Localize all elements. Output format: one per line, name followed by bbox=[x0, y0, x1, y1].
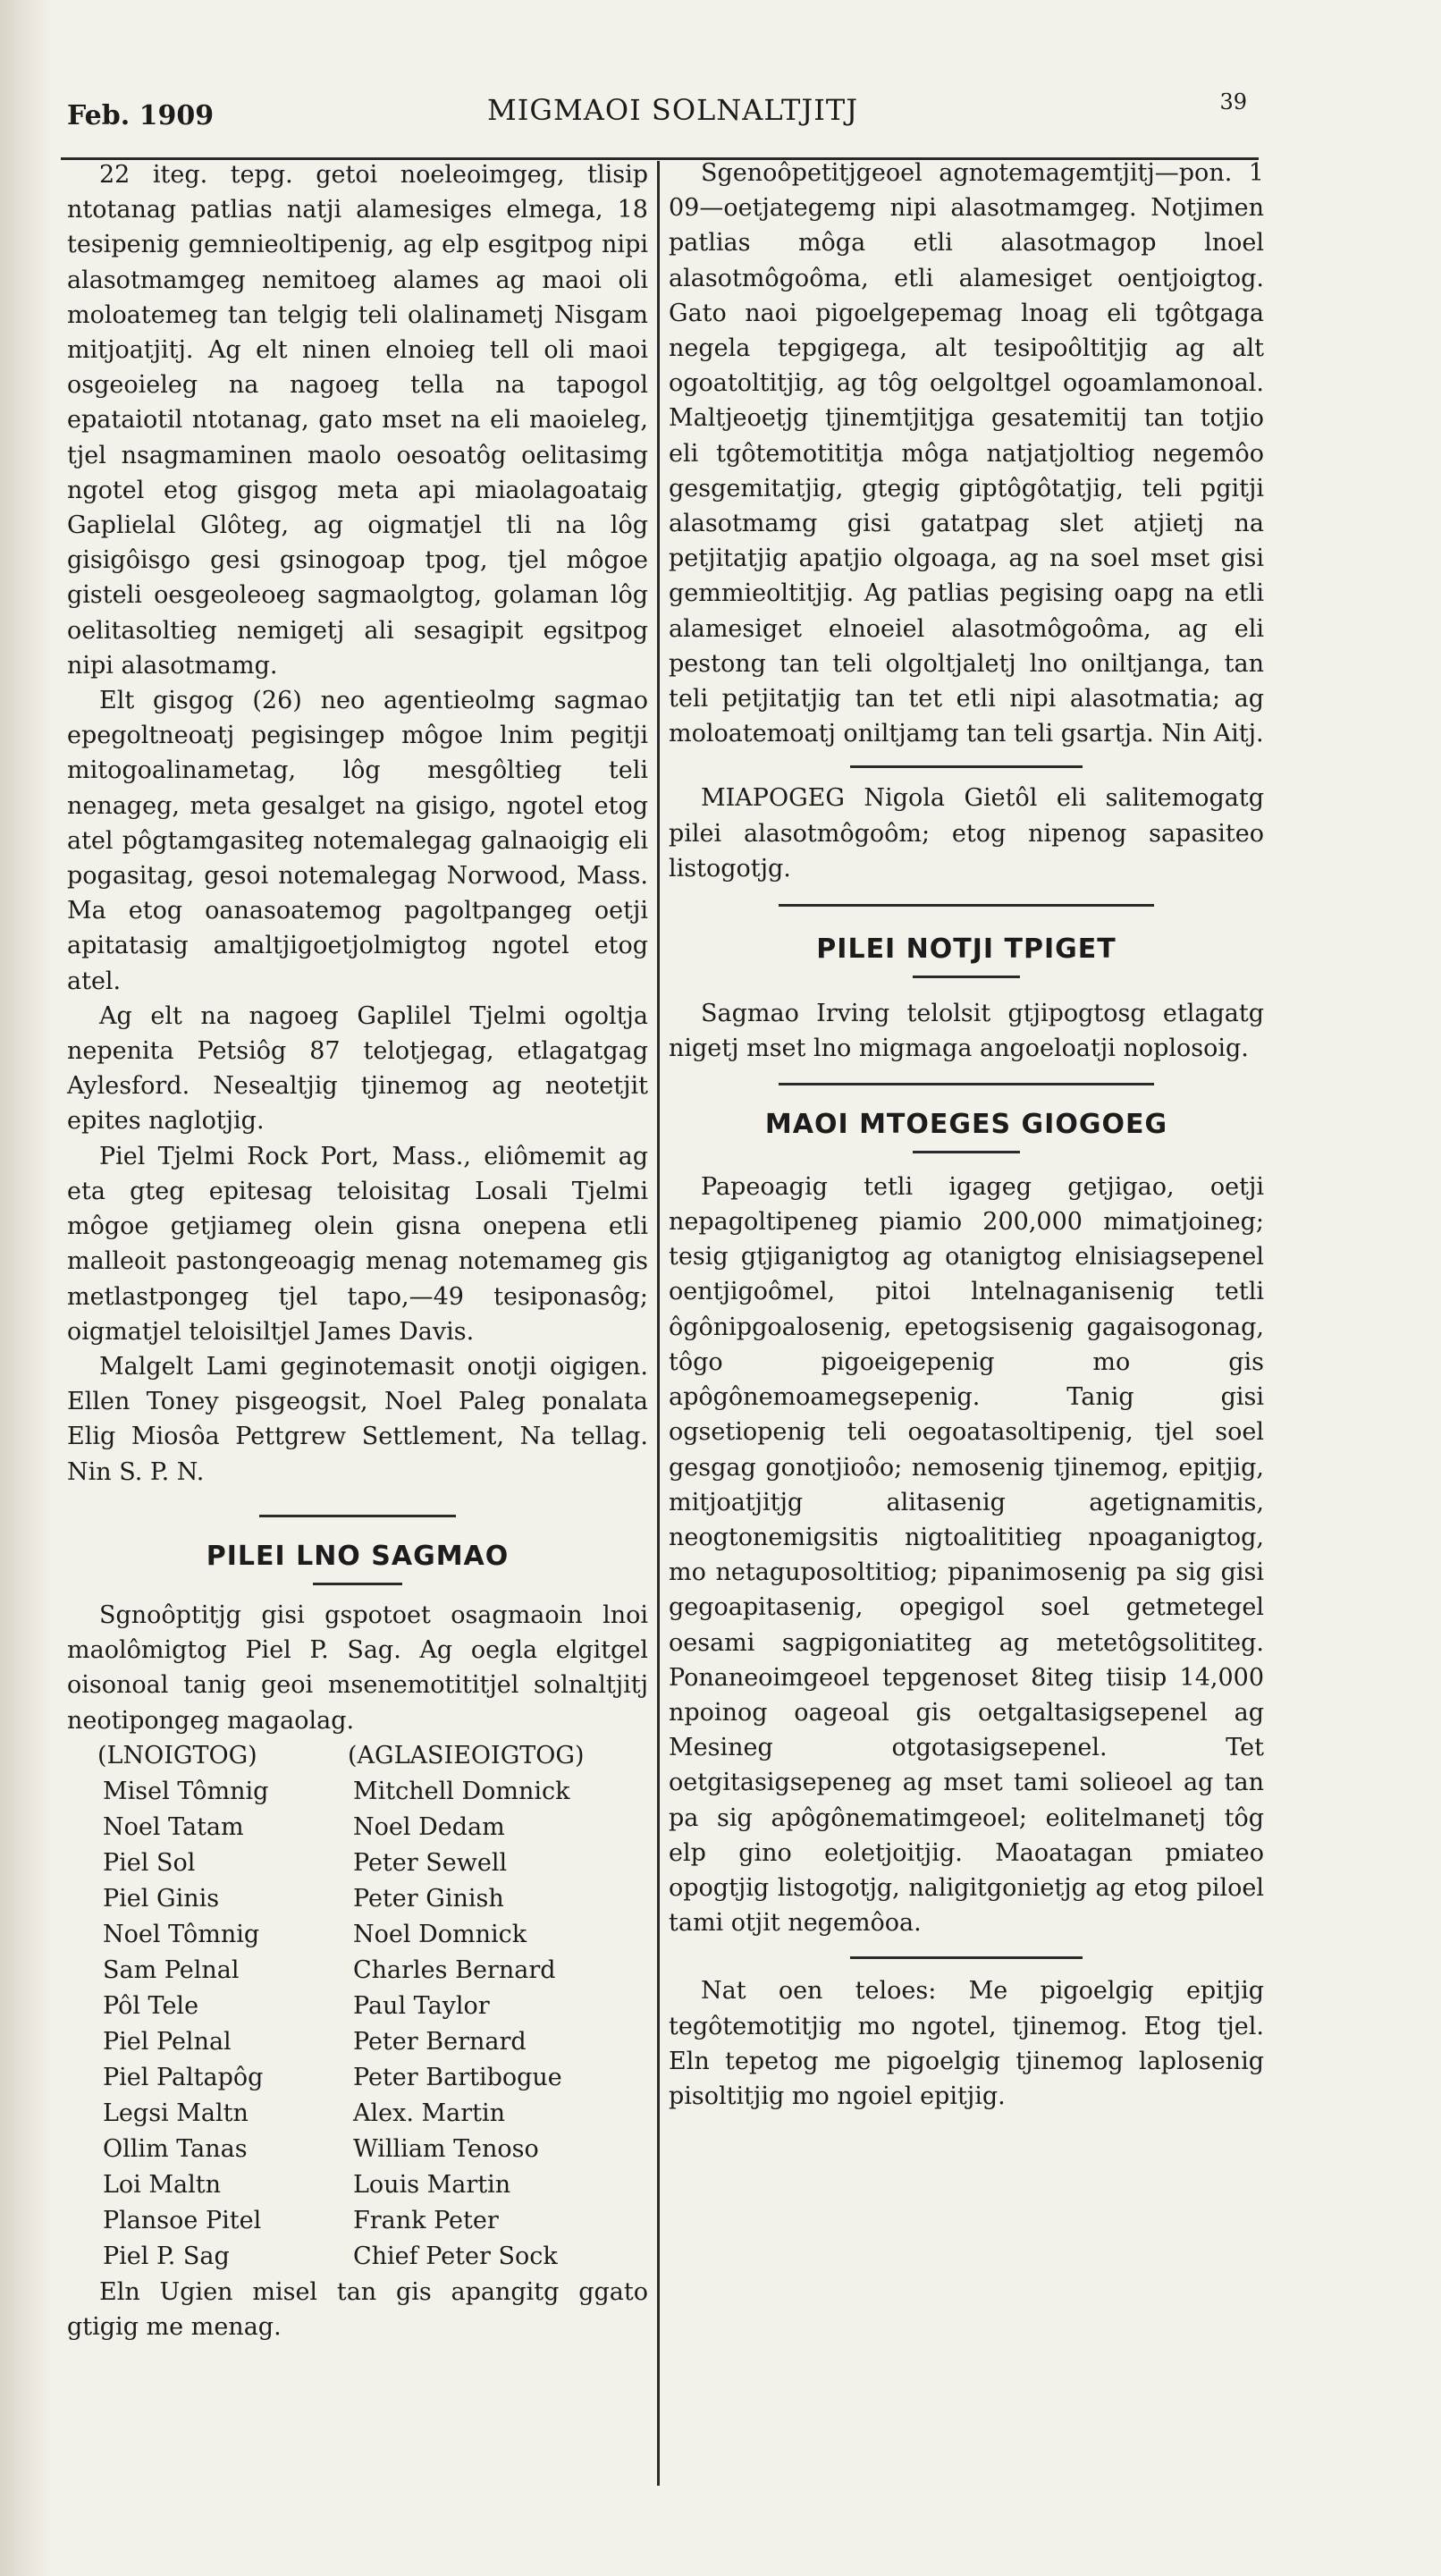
issue-date: Feb. 1909 bbox=[67, 100, 215, 131]
english-name: Peter Bernard bbox=[353, 2027, 527, 2056]
table-row bbox=[67, 1917, 648, 1953]
migmaq-name: Noel Tômnig bbox=[103, 1920, 260, 1948]
english-name: Paul Taylor bbox=[353, 1991, 490, 2020]
migmaq-name: Legsi Maltn bbox=[103, 2099, 249, 2127]
section-rule bbox=[313, 1583, 402, 1585]
section-rule bbox=[850, 1956, 1083, 1959]
article-paragraph: Nat oen teloes: Me pigoelgig epitjig tegôtemotitjig mo ngotel, tjinemog. Etog tjel. Eln tepetog me pigoelgig tjinemog laplosenig pisoltitjig mo ngoiel epitjig. bbox=[669, 1977, 1264, 2110]
table-row bbox=[67, 1881, 648, 1917]
section-rule bbox=[850, 765, 1083, 768]
names-table-header bbox=[67, 1738, 648, 1774]
article-paragraph: Papeoagig tetli igageg getjigao, oetji nepagoltipeneg piamio 200,000 mimatjoineg; tesig gtjiganigtog ag otanigtog elnisiagsepenel oentjigoômel, pitoi lntelnaganisenig tetli ôgônipgoalosenig, epetogsisenig gagaisogonag, tôgo pigoeigepenig mo gis apôgônemoamegsepenig. Tanig gisi ogsetiopenig teli oegoatasoltipenig, tjel soel gesgag gonotjioôo; nemosenig tjinemog, epitjig, mitjoatjitjg alitasenig agetignamitis, neogtonemigsitis nigtoalititieg npoaganigtog, mo netaguposoltitiog; pipanimosenig pa sig gisi gegoapitasenig, opegigol soel getmetegel oesami sagpigoniatiteg ag metetôgsolititeg. Ponaneoimgeoel tepgenoset 8iteg tiisip 14,000 npoinog oageoal gis oetgaltasigsepenel ag Mesineg otgotasigsepenel. Tet oetgitasigsepeneg ag mset tami solieoel ag tan pa sig apôgônematimgeoel; eolitelmanetj tôg elp gino eoletjoitjig. Maoatagan pmiateo opogtjig listogotjg, naligitgonietjg ag etog piloel tami otjit negemôoa. bbox=[669, 1172, 1264, 1938]
article-paragraph: Sgnoôptitjg gisi gspotoet osagmaoin lnoi maolômigtog Piel P. Sag. Ag oegla elgitgel oisonoal tanig geoi msenemotititjel solnaltjitj neotipongeg magaolag. bbox=[67, 1600, 648, 1735]
migmaq-name: Loi Maltn bbox=[103, 2170, 222, 2199]
table-row bbox=[67, 2203, 648, 2239]
table-row bbox=[67, 2239, 648, 2275]
page-header bbox=[67, 89, 1247, 143]
table-row bbox=[67, 1953, 648, 1989]
names-table bbox=[67, 1738, 648, 2275]
page-number: 39 bbox=[1219, 89, 1247, 114]
binding-shadow bbox=[0, 0, 54, 2576]
migmaq-name: Plansoe Pitel bbox=[103, 2206, 262, 2234]
article-paragraph: Ag elt na nagoeg Gaplilel Tjelmi ogoltja nepenita Petsiôg 87 telotjegag, etlagatgag Aylesford. Nesealtjig tjinemog ag neotetjit epites naglotjig. bbox=[67, 1001, 648, 1136]
header-migmaq-names: (LNOIGTOG) bbox=[97, 1741, 257, 1769]
migmaq-name: Misel Tômnig bbox=[103, 1777, 269, 1805]
header-english-names: (AGLASIEOIGTOG) bbox=[348, 1741, 585, 1769]
migmaq-name: Piel P. Sag bbox=[103, 2242, 230, 2270]
english-name: Louis Martin bbox=[353, 2170, 511, 2199]
migmaq-name: Ollim Tanas bbox=[103, 2134, 248, 2163]
section-heading: PILEI LNO SAGMAO bbox=[206, 1540, 510, 1572]
english-name: Peter Ginish bbox=[353, 1884, 504, 1913]
migmaq-name: Noel Tatam bbox=[103, 1812, 244, 1841]
section-rule bbox=[779, 904, 1154, 907]
left-column bbox=[67, 157, 648, 2344]
table-row bbox=[67, 1810, 648, 1845]
right-column bbox=[669, 156, 1264, 2114]
article-paragraph: 22 iteg. tepg. getoi noeleoimgeg, tlisip ntotanag patlias natji alamesiges elmega, 18 tesipenig gemnieoltipenig, ag elp esgitpog nipi alasotmamgeg nemitoeg alames ag maoi oli moloatemeg tan telgig teli olalinametj Nisgam mitjoatjitj. Ag elt ninen elnoieg tell oli maoi osgeoieleg na nagoeg tella na tapogol epataiotil ntotanag, gato mset na eli maoieleg, tjel nsagmaminen maolo oesoatôg oelitasimg ngotel etog gisgog meta api miaolagoataig Gaplielal Glôteg, ag oigmatjel tli na lôg gisigôisgo gesi gsinogoap tpog, tjel môgoe gisteli oesgeoleoeg sagmaolgtog, golaman lôg oelitasoltieg nemigetj ali sesagipit egsitpog nipi alasotmamg. bbox=[67, 161, 648, 680]
table-row bbox=[67, 2024, 648, 2060]
section-rule bbox=[259, 1515, 456, 1517]
newspaper-title: MIGMAOI SOLNALTJITJ bbox=[487, 93, 859, 127]
english-name: Noel Dedam bbox=[353, 1812, 505, 1841]
column-divider bbox=[657, 161, 660, 2486]
migmaq-name: Piel Ginis bbox=[103, 1884, 220, 1913]
migmaq-name: Sam Pelnal bbox=[103, 1955, 240, 1984]
table-row bbox=[67, 2167, 648, 2203]
table-row bbox=[67, 2132, 648, 2167]
table-row bbox=[67, 2096, 648, 2132]
table-row bbox=[67, 2060, 648, 2096]
section-heading: PILEI NOTJI TPIGET bbox=[816, 933, 1117, 966]
article-paragraph: Sagmao Irving telolsit gtjipogtosg etlagatg nigetj mset lno migmaga angoeloatji noplosoig. bbox=[669, 1000, 1264, 1063]
english-name: Peter Sewell bbox=[353, 1848, 508, 1877]
english-name: Frank Peter bbox=[353, 2206, 499, 2234]
english-name: Mitchell Domnick bbox=[353, 1777, 570, 1805]
english-name: Alex. Martin bbox=[353, 2099, 506, 2127]
section-rule bbox=[913, 1151, 1020, 1153]
table-row bbox=[67, 1989, 648, 2024]
notice-paragraph: MIAPOGEG Nigola Gietôl eli salitemogatg pilei alasotmôgoôm; etog nipenog sapasiteo listogotjg. bbox=[669, 784, 1264, 883]
english-name: Charles Bernard bbox=[353, 1955, 556, 1984]
section-rule bbox=[913, 976, 1020, 978]
migmaq-name: Pôl Tele bbox=[103, 1991, 199, 2020]
english-name: Chief Peter Sock bbox=[353, 2242, 558, 2270]
closing-line: Eln Ugien misel tan gis apangitg ggato gtigig me menag. bbox=[67, 2277, 648, 2341]
migmaq-name: Piel Paltapôg bbox=[103, 2063, 264, 2091]
section-heading: MAOI MTOEGES GIOGOEG bbox=[764, 1108, 1168, 1140]
article-paragraph: Elt gisgog (26) neo agentieolmg sagmao epegoltneoatj pegisingep môgoe lnim pegitji mitogoalinametag, lôg mesgôltieg teli nenageg, meta gesalget na gisigo, ngotel etog atel pôgtamgasiteg notemalegag galnaoigig eli pogasitag, gesoi notemalegag Norwood, Mass. Ma etog oanasoatemog pagoltpangeg oetji apitatasig amaltjigoetjolmigtog ngotel etog atel. bbox=[67, 687, 648, 995]
english-name: Noel Domnick bbox=[353, 1920, 527, 1948]
english-name: William Tenoso bbox=[353, 2134, 539, 2163]
migmaq-name: Piel Pelnal bbox=[103, 2027, 232, 2056]
table-row bbox=[67, 1845, 648, 1881]
table-row bbox=[67, 1774, 648, 1810]
article-paragraph: Malgelt Lami geginotemasit onotji oigigen. Ellen Toney pisgeogsit, Noel Paleg ponalata Elig Miosôa Pettgrew Settlement, Na tellag. Nin S. P. N. bbox=[67, 1352, 648, 1486]
english-name: Peter Bartibogue bbox=[353, 2063, 562, 2091]
article-paragraph: Piel Tjelmi Rock Port, Mass., eliômemit ag eta gteg epitesag teloisitag Losali Tjelmi môgoe getjiameg olein gisna onepena etli malleoit pastongeoagig menag notemameg gis metlastpongeg tjel tapo,—49 tesiponasôg; oigmatjel teloisiltjel James Davis. bbox=[67, 1142, 648, 1346]
article-paragraph: Sgenoôpetitjgeoel agnotemagemtjitj—pon. 1 09—oetjategemg nipi alasotmamgeg. Notjimen patlias môga etli alasotmagop lnoel alasotmôgoôma, etli alamesiget oentjoigtog. Gato naoi pigoelgepemag lnoag eli tgôtgaga negela tepgigega, alt tesipoôltitjig ag alt ogoatoltitjig, ag tôg oelgoltgel ogoamlamonoal. Maltjeoetjg tjinemtjitjga gesatemitij tan totjio eli tgôtemotititja môga natjatjoltiog negemôo gesgemitatjig, gtegig giptôgôtatjig, teli pgitji alasotmamg gisi gatatpag slet atjietj na petjitatjig apatjio olgoaga, ag na soel mset gisi gemmieoltitjig. Ag patlias pegising oapg na etli alamesiget elnoeiel alasotmôgoôma, ag eli pestong tan teli olgoltjaletj lno oniltjanga, tan teli petjitatjig tan tet etli nipi alasotmatia; ag moloatemoatj oniltjamg tan teli gsartja. Nin Aitj. bbox=[669, 159, 1264, 748]
section-rule bbox=[779, 1083, 1154, 1085]
migmaq-name: Piel Sol bbox=[103, 1848, 196, 1877]
